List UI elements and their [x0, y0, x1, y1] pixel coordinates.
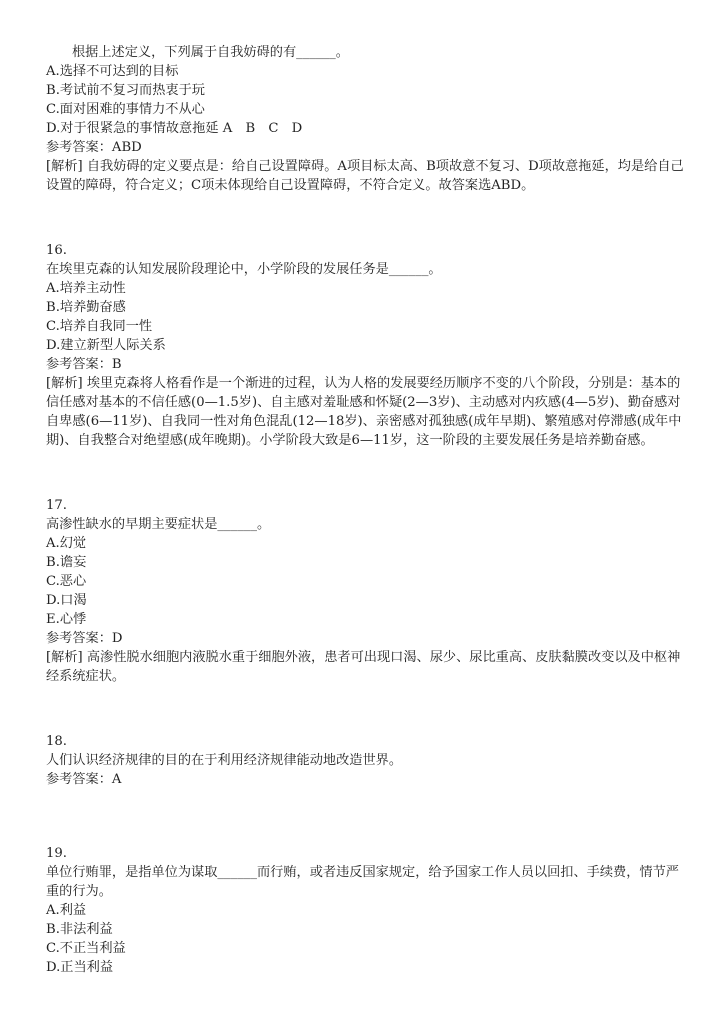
option-a: A.利益 [46, 903, 87, 918]
question-17 [46, 496, 686, 686]
question-number: 18. [46, 734, 67, 749]
option-d: D.正当利益 [46, 960, 114, 975]
document-page [46, 43, 686, 977]
question-stem: 人们认识经济规律的目的在于利用经济规律能动地改造世界。 [46, 753, 403, 768]
question-19 [46, 844, 686, 977]
question-stem: 单位行贿罪，是指单位为谋取______而行贿，或者违反国家规定，给予国家工作人员以回扣、手续费，情节严重的行为。 [46, 865, 679, 899]
question-number: 17. [46, 498, 67, 513]
option-d: D.建立新型人际关系 [46, 338, 166, 353]
reference-answer: 参考答案：D [46, 631, 123, 646]
option-c: C.不正当利益 [46, 941, 126, 956]
option-b: B.非法利益 [46, 922, 113, 937]
question-stem: 根据上述定义，下列属于自我妨碍的有______。 [72, 45, 349, 60]
option-b: B.培养勤奋感 [46, 300, 126, 315]
option-d: D.对于很紧急的事情故意拖延 A B C D [46, 121, 303, 136]
option-a: A.幻觉 [46, 536, 87, 551]
reference-answer: 参考答案：ABD [46, 140, 142, 155]
option-e: E.心悸 [46, 612, 87, 627]
question-18 [46, 732, 686, 789]
reference-answer: 参考答案：A [46, 772, 122, 787]
question-number: 19. [46, 846, 67, 861]
option-a: A.选择不可达到的目标 [46, 64, 179, 79]
reference-answer: 参考答案：B [46, 357, 122, 372]
option-d: D.口渴 [46, 593, 87, 608]
question-16 [46, 241, 686, 450]
option-b: B.谵妄 [46, 555, 87, 570]
analysis: [解析] 埃里克森将人格看作是一个渐进的过程，认为人格的发展要经历顺序不变的八个阶段，分别是：基本的信任感对基本的不信任感(0—1.5岁)、自主感对羞耻感和怀疑(2—3岁)、主动感对内疚感(4—5岁)、勤奋感对自卑感(6—11岁)、自我同一性对角色混乱(12—18岁)、亲密感对孤独感(成年早期)、繁殖感对停滞感(成年中期)、自我整合对绝望感(成年晚期)。小学阶段大致是6—11岁，这一阶段的主要发展任务是培养勤奋感。 [46, 376, 682, 448]
question-15 [46, 43, 686, 195]
option-a: A.培养主动性 [46, 281, 126, 296]
question-stem: 在埃里克森的认知发展阶段理论中，小学阶段的发展任务是______。 [46, 262, 442, 277]
option-c: C.培养自我同一性 [46, 319, 153, 334]
option-b: B.考试前不复习而热衷于玩 [46, 83, 205, 98]
option-c: C.恶心 [46, 574, 87, 589]
option-c: C.面对困难的事情力不从心 [46, 102, 205, 117]
question-number: 16. [46, 243, 67, 258]
analysis: [解析] 自我妨碍的定义要点是：给自己设置障碍。A项目标太高、B项故意不复习、D项故意拖延，均是给自己设置的障碍，符合定义；C项未体现给自己设置障碍，不符合定义。故答案选ABD。 [46, 159, 684, 193]
analysis: [解析] 高渗性脱水细胞内液脱水重于细胞外液，患者可出现口渴、尿少、尿比重高、皮肤黏膜改变以及中枢神经系统症状。 [46, 650, 681, 684]
question-stem: 高渗性缺水的早期主要症状是______。 [46, 517, 271, 532]
